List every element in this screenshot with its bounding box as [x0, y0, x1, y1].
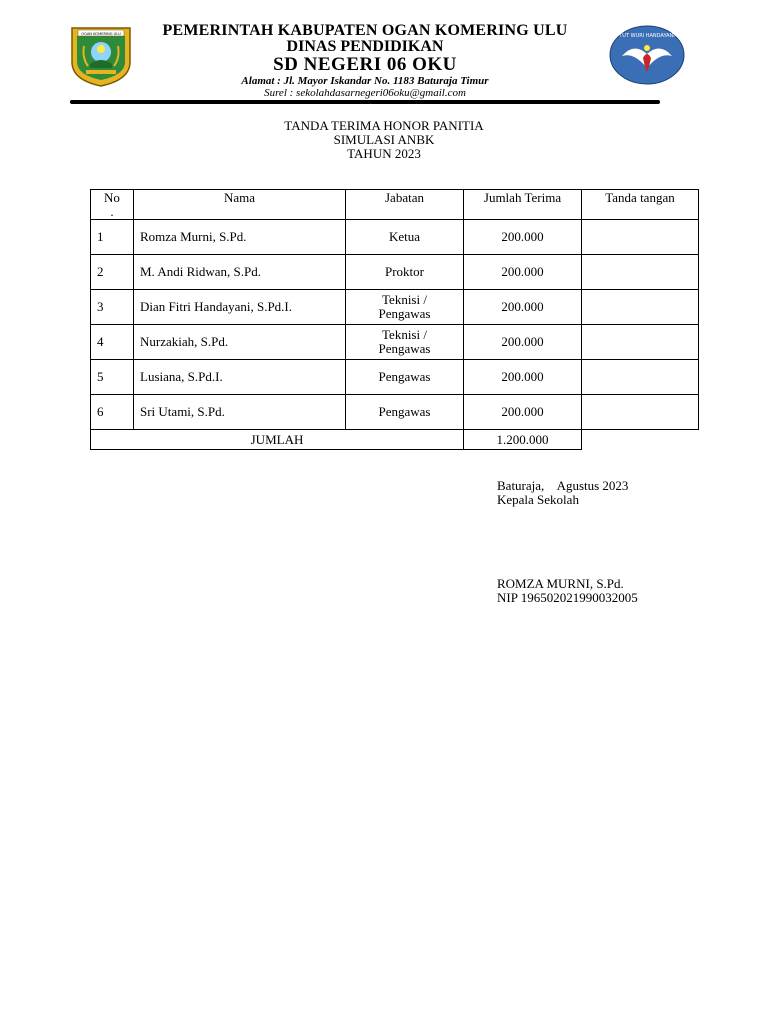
cell-jumlah: 200.000 — [464, 220, 582, 255]
header-email: Surel : sekolahdasarnegeri06oku@gmail.com — [264, 87, 466, 99]
cell-jabatan: Pengawas — [346, 395, 464, 430]
total-value: 1.200.000 — [464, 430, 582, 450]
cell-nama: Dian Fitri Handayani, S.Pd.I. — [134, 290, 346, 325]
cell-nama: Nurzakiah, S.Pd. — [134, 325, 346, 360]
document-title: TANDA TERIMA HONOR PANITIA — [284, 118, 484, 133]
cell-no: 5 — [91, 360, 134, 395]
cell-no: 2 — [91, 255, 134, 290]
cell-signature[interactable] — [582, 290, 699, 325]
cell-jumlah: 200.000 — [464, 360, 582, 395]
table-row — [91, 290, 699, 325]
column-header-no: No . — [91, 190, 134, 220]
svg-text:OGAN KOMERING ULU: OGAN KOMERING ULU — [81, 31, 121, 36]
table-row — [91, 360, 699, 395]
column-header-nama: Nama — [134, 190, 346, 220]
cell-jabatan: Pengawas — [346, 360, 464, 395]
cell-jumlah: 200.000 — [464, 395, 582, 430]
column-header-jabatan: Jabatan — [346, 190, 464, 220]
tut-wuri-handayani-icon — [608, 24, 686, 86]
cell-no: 4 — [91, 325, 134, 360]
empty-cell — [582, 430, 699, 450]
cell-jabatan: Ketua — [346, 220, 464, 255]
signatory-nip: NIP 196502021990032005 — [497, 590, 638, 605]
header-department-name: DINAS PENDIDIKAN — [286, 38, 444, 55]
cell-jumlah: 200.000 — [464, 255, 582, 290]
cell-jabatan: Teknisi / Pengawas — [346, 325, 464, 360]
document-year: TAHUN 2023 — [347, 146, 421, 161]
cell-no: 1 — [91, 220, 134, 255]
cell-nama: Lusiana, S.Pd.I. — [134, 360, 346, 395]
column-header-jumlah: Jumlah Terima — [464, 190, 582, 220]
honor-receipt-table — [90, 189, 699, 450]
crest-icon — [68, 22, 134, 88]
table-row — [91, 325, 699, 360]
cell-jabatan: Proktor — [346, 255, 464, 290]
cell-signature[interactable] — [582, 255, 699, 290]
cell-nama: Sri Utami, S.Pd. — [134, 395, 346, 430]
cell-jumlah: 200.000 — [464, 290, 582, 325]
cell-nama: M. Andi Ridwan, S.Pd. — [134, 255, 346, 290]
place-date: Baturaja, Agustus 2023 — [497, 478, 629, 493]
cell-jabatan: Teknisi / Pengawas — [346, 290, 464, 325]
cell-signature[interactable] — [582, 220, 699, 255]
table-total-row — [91, 430, 699, 450]
cell-no: 3 — [91, 290, 134, 325]
cell-no: 6 — [91, 395, 134, 430]
header-government-name: PEMERINTAH KABUPATEN OGAN KOMERING ULU — [162, 22, 568, 39]
cell-jumlah: 200.000 — [464, 325, 582, 360]
cell-nama: Romza Murni, S.Pd. — [134, 220, 346, 255]
table-row — [91, 220, 699, 255]
document-subtitle: SIMULASI ANBK — [333, 132, 435, 147]
table-header-row — [91, 190, 699, 220]
signatory-name: ROMZA MURNI, S.Pd. — [497, 576, 624, 591]
cell-signature[interactable] — [582, 395, 699, 430]
header-address: Alamat : Jl. Mayor Iskandar No. 1183 Baturaja Timur — [241, 75, 489, 87]
total-label: JUMLAH — [91, 430, 464, 450]
svg-text:TUT WURI HANDAYANI: TUT WURI HANDAYANI — [619, 33, 675, 39]
tut-wuri-handayani-logo — [608, 24, 686, 86]
kabupaten-oku-logo — [68, 22, 134, 88]
signatory-position: Kepala Sekolah — [497, 492, 579, 507]
table-row — [91, 395, 699, 430]
header-school-name: SD NEGERI 06 OKU — [273, 54, 457, 75]
column-header-tanda-tangan: Tanda tangan — [582, 190, 699, 220]
cell-signature[interactable] — [582, 325, 699, 360]
table-row — [91, 255, 699, 290]
cell-signature[interactable] — [582, 360, 699, 395]
header-divider — [70, 100, 660, 104]
